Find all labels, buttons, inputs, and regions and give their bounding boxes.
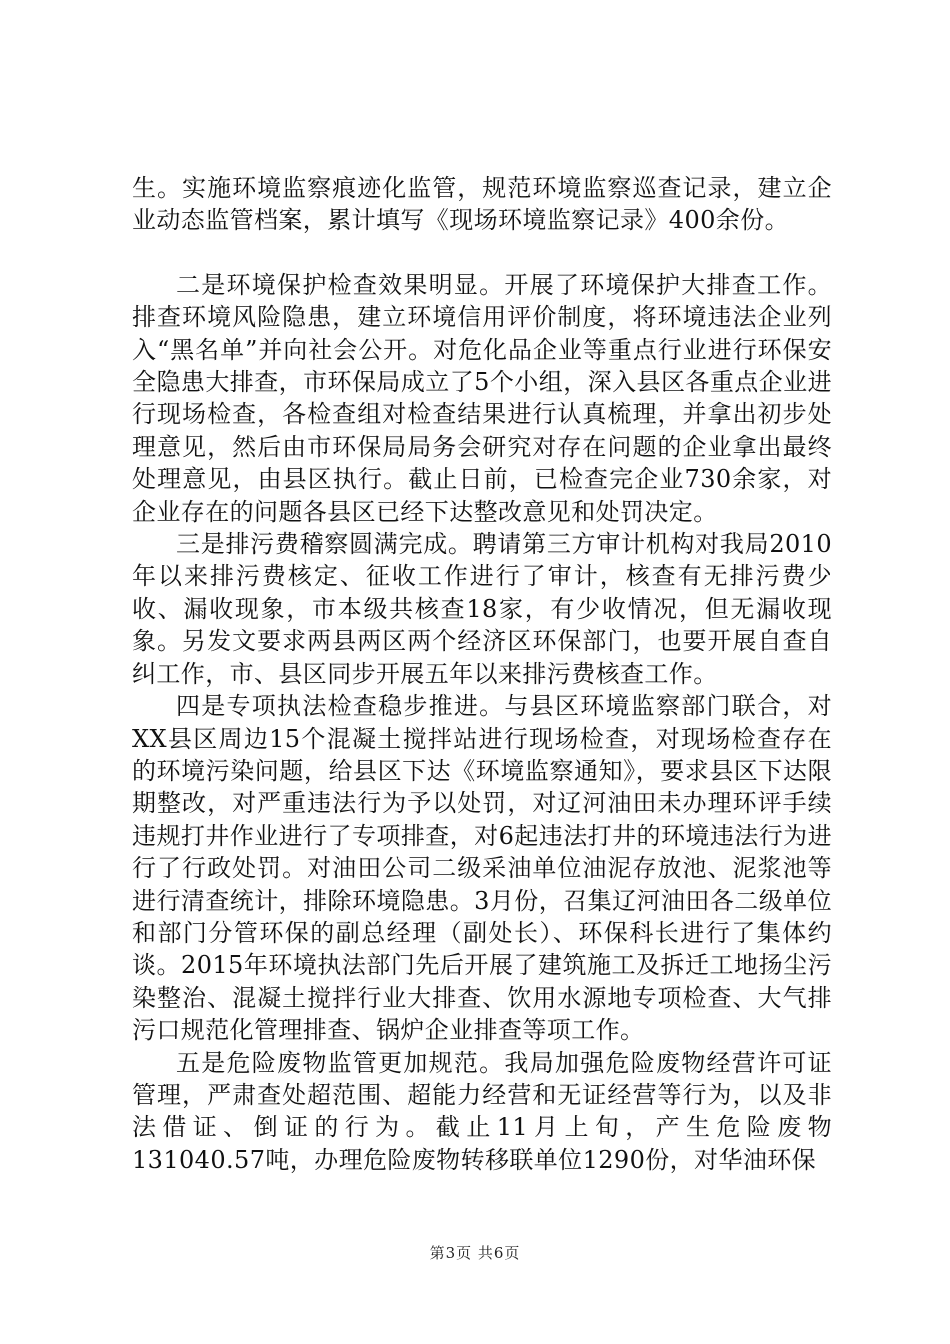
paragraph-hazardous-waste: 五是危险废物监管更加规范。我局加强危险废物经营许可证管理，严肃查处超范围、超能力经营和无证经营等行为，以及非法借证、倒证的行为。截止11月上旬，产生危险废物131040.57吨，办理危险废物转移联单位1290份，对华油环保 (132, 1048, 832, 1174)
paragraph-inspection: 二是环境保护检查效果明显。开展了环境保护大排查工作。排查环境风险隐患，建立环境信用评价制度，将环境违法企业列入“黑名单”并向社会公开。对危化品企业等重点行业进行环保安全隐患大排查，市环保局成立了5个小组，深入县区各重点企业进行现场检查，各检查组对检查结果进行认真梳理，并拿出初步处理意见，然后由市环保局局务会研究对存在问题的企业拿出最终处理意见，由县区执行。截止日前，已检查完企业730余家，对企业存在的问题各县区已经下达整改意见和处罚决定。 (132, 270, 832, 526)
document-body (132, 172, 832, 1176)
paragraph-special-enforcement: 四是专项执法检查稳步推进。与县区环境监察部门联合，对XX县区周边15个混凝土搅拌站进行现场检查，对现场检查存在的环境污染问题，给县区下达《环境监察通知》，要求县区下达限期整改，对严重违法行为予以处罚，对辽河油田未办理环评手续违规打井作业进行了专项排查，对6起违法打井的环境违法行为进行了行政处罚。对油田公司二级采油单位油泥存放池、泥浆池等进行清查统计，排除环境隐患。3月份，召集辽河油田各二级单位和部门分管环保的副总经理（副处长）、环保科长进行了集体约谈。2015年环境执法部门先后开展了建筑施工及拆迁工地扬尘污染整治、混凝土搅拌行业大排查、饮用水源地专项检查、大气排污口规范化管理排查、锅炉企业排查等项工作。 (132, 692, 832, 1045)
paragraph-continued: 生。实施环境监察痕迹化监管，规范环境监察巡查记录，建立企业动态监管档案，累计填写《现场环境监察记录》400余份。 (132, 174, 832, 235)
paragraph-sewage-fee: 三是排污费稽察圆满完成。聘请第三方审计机构对我局2010年以来排污费核定、征收工作进行了审计，核查有无排污费少收、漏收现象，市本级共核查18家，有少收情况，但无漏收现象。另发文要求两县两区两个经济区环保部门，也要开展自查自纠工作，市、县区同步开展五年以来排污费核查工作。 (132, 530, 832, 688)
page-number-footer: 第3页 共6页 (429, 1244, 521, 1262)
